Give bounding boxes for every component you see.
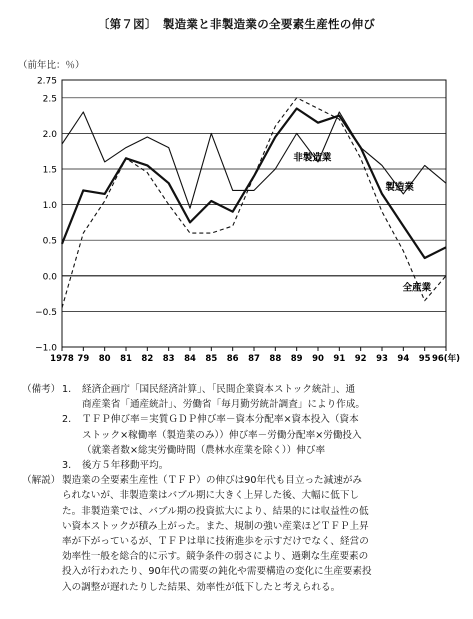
kaisetsu-line: られないが、非製造業はバブル期に大きく上昇した後、大幅に低下し [62, 490, 360, 502]
kaisetsu-line: た。非製造業では、バブル期の投資拡大により、結果的には収益性の低 [62, 505, 369, 517]
note-line: （就業者数×総実労働時間（農林水産業を除く））伸び率 [82, 444, 326, 456]
y-tick-label: 0.0 [42, 272, 57, 283]
x-tick-label: 95 [418, 354, 431, 364]
x-tick-label: 89 [290, 354, 303, 364]
y-tick-label: 1.5 [42, 165, 57, 176]
notes-section [22, 382, 462, 595]
x-tick-label: 88 [269, 354, 282, 364]
kaisetsu-line: 投入が行われたり、90年代の需要の鈍化や需要構造の変化に生産要素投 [62, 566, 372, 578]
y-axis-unit-label: （前年比：％） [18, 60, 85, 71]
x-tick-label: 81 [120, 354, 132, 364]
x-tick-label: 80 [98, 354, 111, 364]
y-tick-label: −0.5 [35, 307, 57, 318]
kaisetsu-first-line [22, 473, 462, 488]
x-tick-label: 83 [162, 354, 175, 364]
series-label: 非製造業 [293, 152, 332, 164]
note-number: 3. [62, 460, 72, 472]
note-line: ストック×稼働率（製造業のみ））伸び率－労働分配率×労働投入 [82, 429, 362, 441]
kaisetsu-line: 製造業の全要素生産性（ＴＦＰ）の伸びは90年代も目立った減速がみ [62, 475, 363, 487]
y-tick-label: 0.5 [42, 236, 57, 247]
kaisetsu-label: （解説） [22, 475, 61, 487]
note-number: 1. [62, 384, 72, 395]
kaisetsu-line: い資本ストックが積み上がった。また、規制の強い産業ほどＴＦＰ上昇 [62, 520, 369, 532]
biko-label: （備考） [22, 384, 61, 395]
note-line: 商産業省「通産統計」、労働省「毎月勤労統計調査」により作成。 [82, 399, 366, 411]
y-tick-label: 2.75 [36, 76, 57, 87]
x-tick-label: 90 [312, 354, 324, 364]
note-line: ＴＦＰ伸び率＝実質ＧＤＰ伸び率－資本分配率×資本投入（資本 [82, 414, 359, 426]
kaisetsu-line: 入の調整が遅れたりした結果、効率性が低下したと考えられる。 [62, 581, 341, 593]
series-label: 全産業 [402, 282, 432, 294]
note-item-3 [22, 458, 462, 473]
y-tick-label: −1.0 [35, 343, 57, 354]
y-tick-label: 2.5 [42, 94, 57, 105]
x-tick-label: 1978 [50, 354, 74, 364]
y-tick-label: 1.0 [42, 201, 57, 212]
note-item-2 [22, 412, 462, 427]
x-tick-label: 96(年) [431, 354, 461, 364]
note-number: 2. [62, 414, 72, 426]
x-tick-label: 79 [77, 354, 90, 364]
note-item-1 [22, 382, 462, 397]
x-tick-label: 85 [205, 354, 218, 364]
series-line-1 [62, 112, 446, 208]
plot-frame [62, 80, 446, 347]
x-tick-label: 91 [333, 354, 346, 364]
kaisetsu-line: 効率性一般を総合的に示す。競争条件の弱さにより、過剰な生産要素の [62, 551, 369, 563]
series-label: 製造業 [385, 181, 414, 193]
x-tick-label: 94 [397, 354, 410, 364]
x-tick-label: 93 [376, 354, 388, 364]
note-line: 経済企画庁「国民経済計算」、「民間企業資本ストック統計」、通 [82, 384, 356, 395]
x-tick-label: 87 [248, 354, 260, 364]
note-line: 後方５年移動平均。 [82, 460, 169, 472]
figure-title: 〔第７図〕 製造業と非製造業の全要素生産性の伸び [97, 17, 376, 31]
x-tick-label: 92 [354, 354, 367, 364]
x-tick-label: 82 [141, 354, 154, 364]
x-tick-label: 84 [184, 354, 196, 364]
x-tick-label: 86 [226, 354, 239, 364]
kaisetsu-line: 率が下がっているが、ＴＦＰは単に技術進歩を示すだけでなく、経営の [62, 536, 369, 548]
y-tick-label: 2.0 [42, 129, 57, 140]
